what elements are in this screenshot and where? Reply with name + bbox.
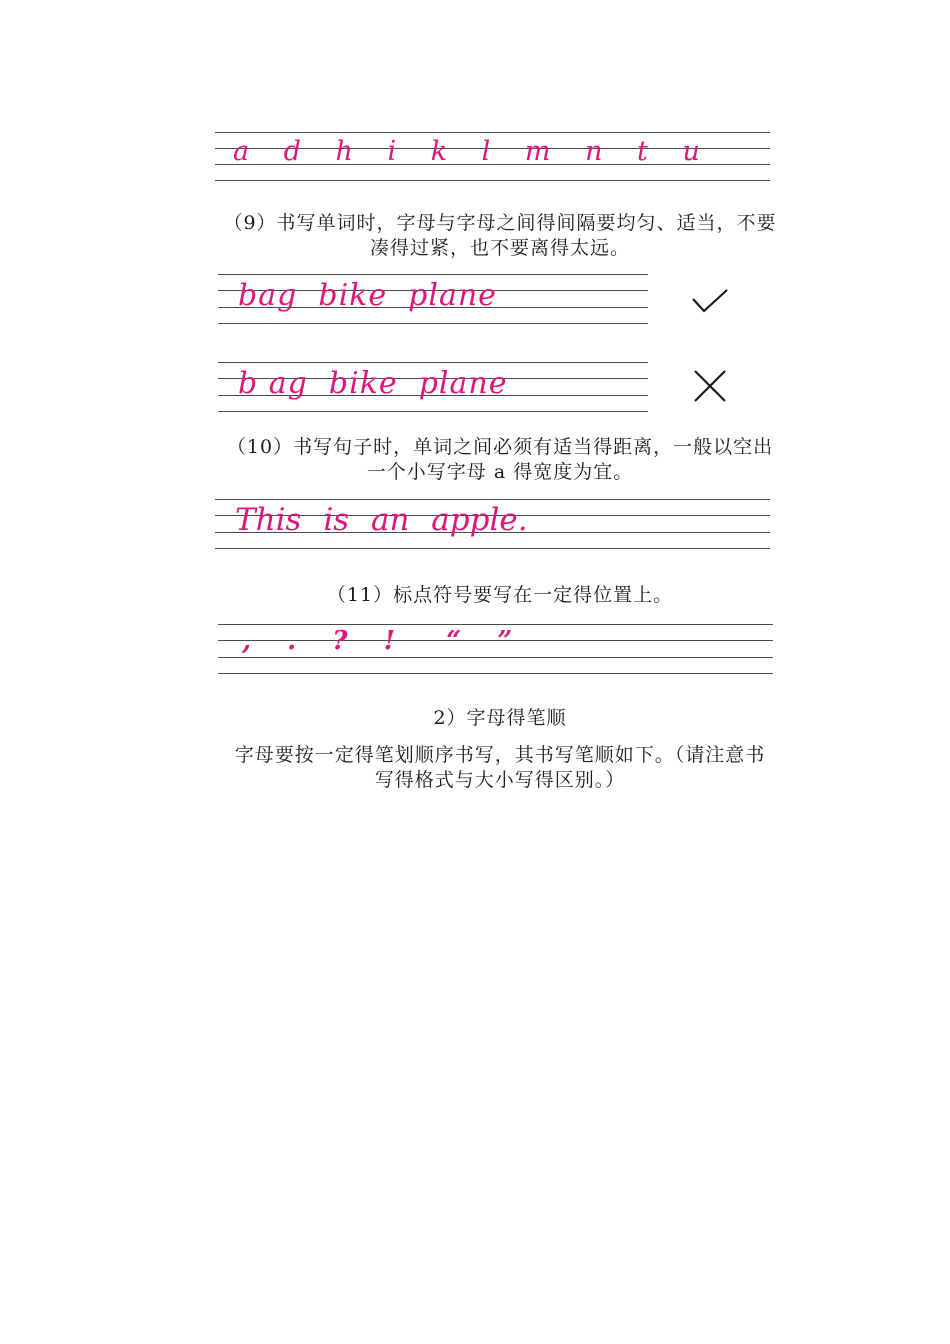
punctuation-example: , . ? ! “ ” bbox=[242, 626, 519, 656]
rule-9-line-1: （9）书写单词时，字母与字母之间得间隔要均匀、适当，不要 bbox=[223, 212, 777, 234]
fourline-sentence bbox=[215, 497, 770, 551]
rule-11-text: （11）标点符号要写在一定得位置上。 bbox=[326, 584, 674, 606]
cross-icon bbox=[692, 368, 728, 404]
example-letters: a d h i k l m n t u bbox=[233, 136, 710, 167]
rule-10-text bbox=[150, 435, 850, 485]
rule-9-text bbox=[150, 211, 850, 261]
fourline-words-correct bbox=[218, 272, 648, 326]
section-2-line-1: 字母要按一定得笔划顺序书写，其书写笔顺如下。（请注意书 bbox=[234, 744, 766, 766]
words-wrong-example: b ag bike plane bbox=[238, 366, 508, 401]
section-2-line-2: 写得格式与大小写得区别。） bbox=[374, 769, 626, 791]
section-2-body bbox=[150, 743, 850, 793]
sentence-example: This is an apple. bbox=[235, 502, 528, 538]
section-2-heading: 2）字母得笔顺 bbox=[433, 707, 567, 729]
fourline-punctuation bbox=[218, 622, 773, 676]
rule-9-line-2: 凑得过紧，也不要离得太远。 bbox=[369, 237, 630, 259]
fourline-letters bbox=[215, 130, 770, 182]
check-icon bbox=[690, 287, 730, 315]
words-correct-example: bag bike plane bbox=[238, 278, 497, 313]
fourline-words-wrong bbox=[218, 360, 648, 414]
rule-10-line-2: 一个小写字母 a 得宽度为宜。 bbox=[366, 461, 634, 483]
rule-10-line-1: （10）书写句子时，单词之间必须有适当得距离，一般以空出 bbox=[226, 436, 774, 458]
